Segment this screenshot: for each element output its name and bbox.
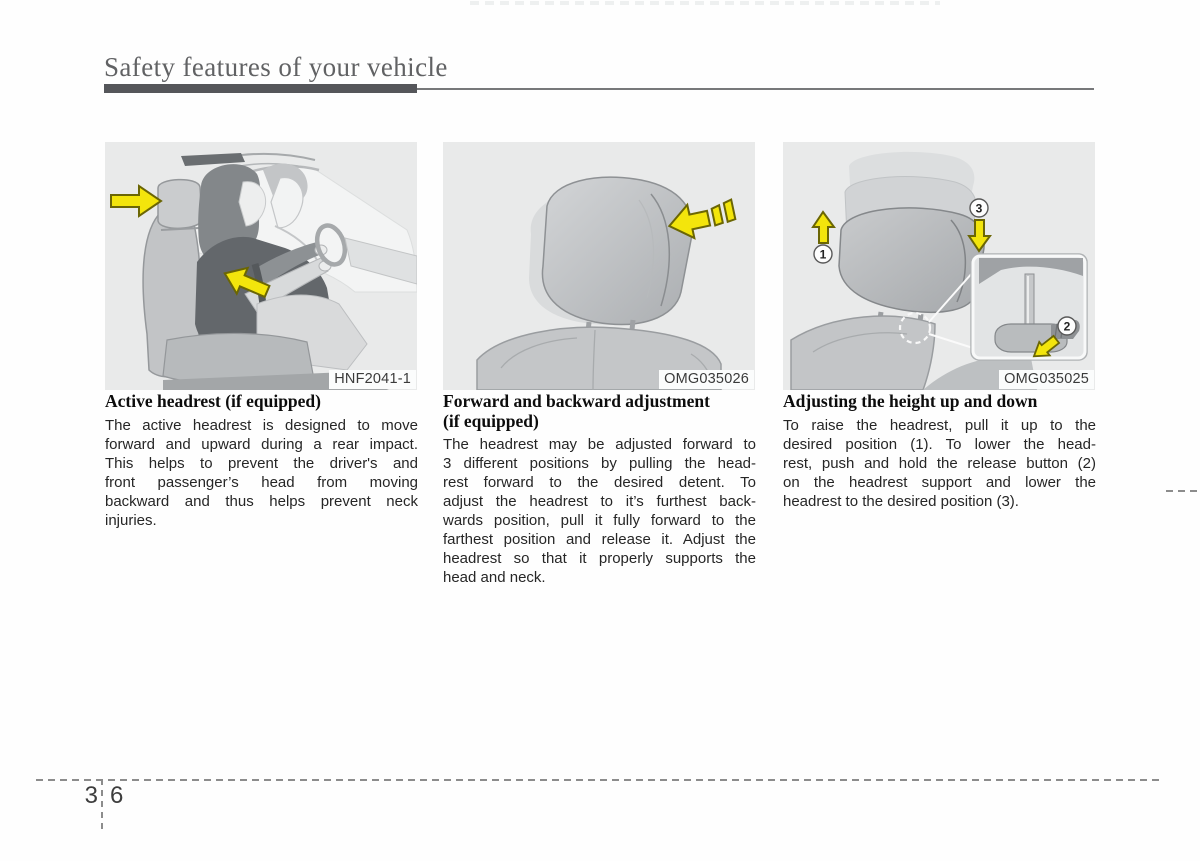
section-body (783, 416, 1096, 511)
text-line: headrest to the desired position (3). (783, 492, 1019, 510)
column-height-adjustment (783, 392, 1096, 511)
text-line: wards position, pull it fully forward to the (443, 512, 756, 529)
text-line: rest, push and hold the release button (2) (783, 454, 1096, 472)
figure-height-adjustment (783, 142, 1095, 390)
text-line: adjust the headrest to it’s furthest back- (443, 493, 756, 510)
figure-caption: OMG035025 (999, 370, 1094, 389)
title-underline-bar (104, 84, 417, 93)
svg-text:3: 3 (975, 201, 983, 216)
text-line: (if equipped) (443, 410, 539, 431)
figure-active-headrest (105, 142, 417, 390)
callout-1-badge (814, 245, 832, 263)
text-line: headrest so that it properly supports the (443, 550, 756, 567)
crop-mark-right (1166, 490, 1200, 492)
column-forward-adjustment (443, 392, 756, 587)
column-active-headrest (105, 392, 418, 530)
text-line: farthest position and release it. Adjust the (443, 531, 756, 548)
seat-headrest (158, 180, 202, 229)
section-heading (105, 392, 418, 412)
figure-forward-adjustment (443, 142, 755, 390)
crop-mark-bottom (36, 779, 1163, 781)
height-adjustment-illustration (783, 142, 1095, 390)
text-line: head and neck. (443, 569, 546, 586)
text-line: The headrest may be adjusted forward to (443, 436, 756, 453)
figure-caption: OMG035026 (659, 370, 754, 389)
text-line: Adjusting the height up and down (783, 391, 1038, 411)
text-line: front passenger’s head from moving (105, 473, 418, 491)
page-title: Safety features of your vehicle (104, 52, 448, 82)
crop-mark-vertical (101, 779, 103, 832)
section-number: 3 (84, 782, 98, 809)
section-body (443, 435, 756, 587)
inset-post (1025, 274, 1034, 332)
header-rule (417, 88, 1094, 90)
svg-text:1: 1 (819, 247, 827, 262)
text-line: The active headrest is designed to move (105, 416, 418, 434)
figure-caption: HNF2041-1 (329, 370, 416, 389)
active-headrest-illustration (105, 142, 417, 390)
text-line: 3 different positions by pulling the head- (443, 455, 756, 472)
text-line: backward and thus helps prevent neck (105, 492, 418, 510)
text-line: desired position (1). To lower the head- (783, 435, 1096, 453)
text-line: This helps to prevent the driver's and (105, 454, 418, 472)
text-line: Forward and backward adjustment (443, 391, 710, 411)
text-line: Active headrest (if equipped) (105, 391, 321, 411)
section-heading (443, 392, 756, 431)
text-line: forward and upward during a rear impact. (105, 435, 418, 453)
callout-2-badge (1058, 317, 1076, 335)
svg-text:2: 2 (1063, 319, 1071, 334)
page-number: 6 (110, 782, 124, 809)
text-line: To raise the headrest, pull it up to the (783, 416, 1096, 434)
headrest (839, 208, 984, 312)
text-line: injuries. (105, 511, 157, 529)
section-heading (783, 392, 1096, 412)
text-line: on the headrest support and lower the (783, 473, 1096, 491)
text-line: rest forward to the desired detent. To (443, 474, 756, 491)
crop-mark-top (470, 1, 940, 5)
forward-adjustment-illustration (443, 142, 755, 390)
section-body (105, 416, 418, 530)
callout-3-badge (970, 199, 988, 217)
